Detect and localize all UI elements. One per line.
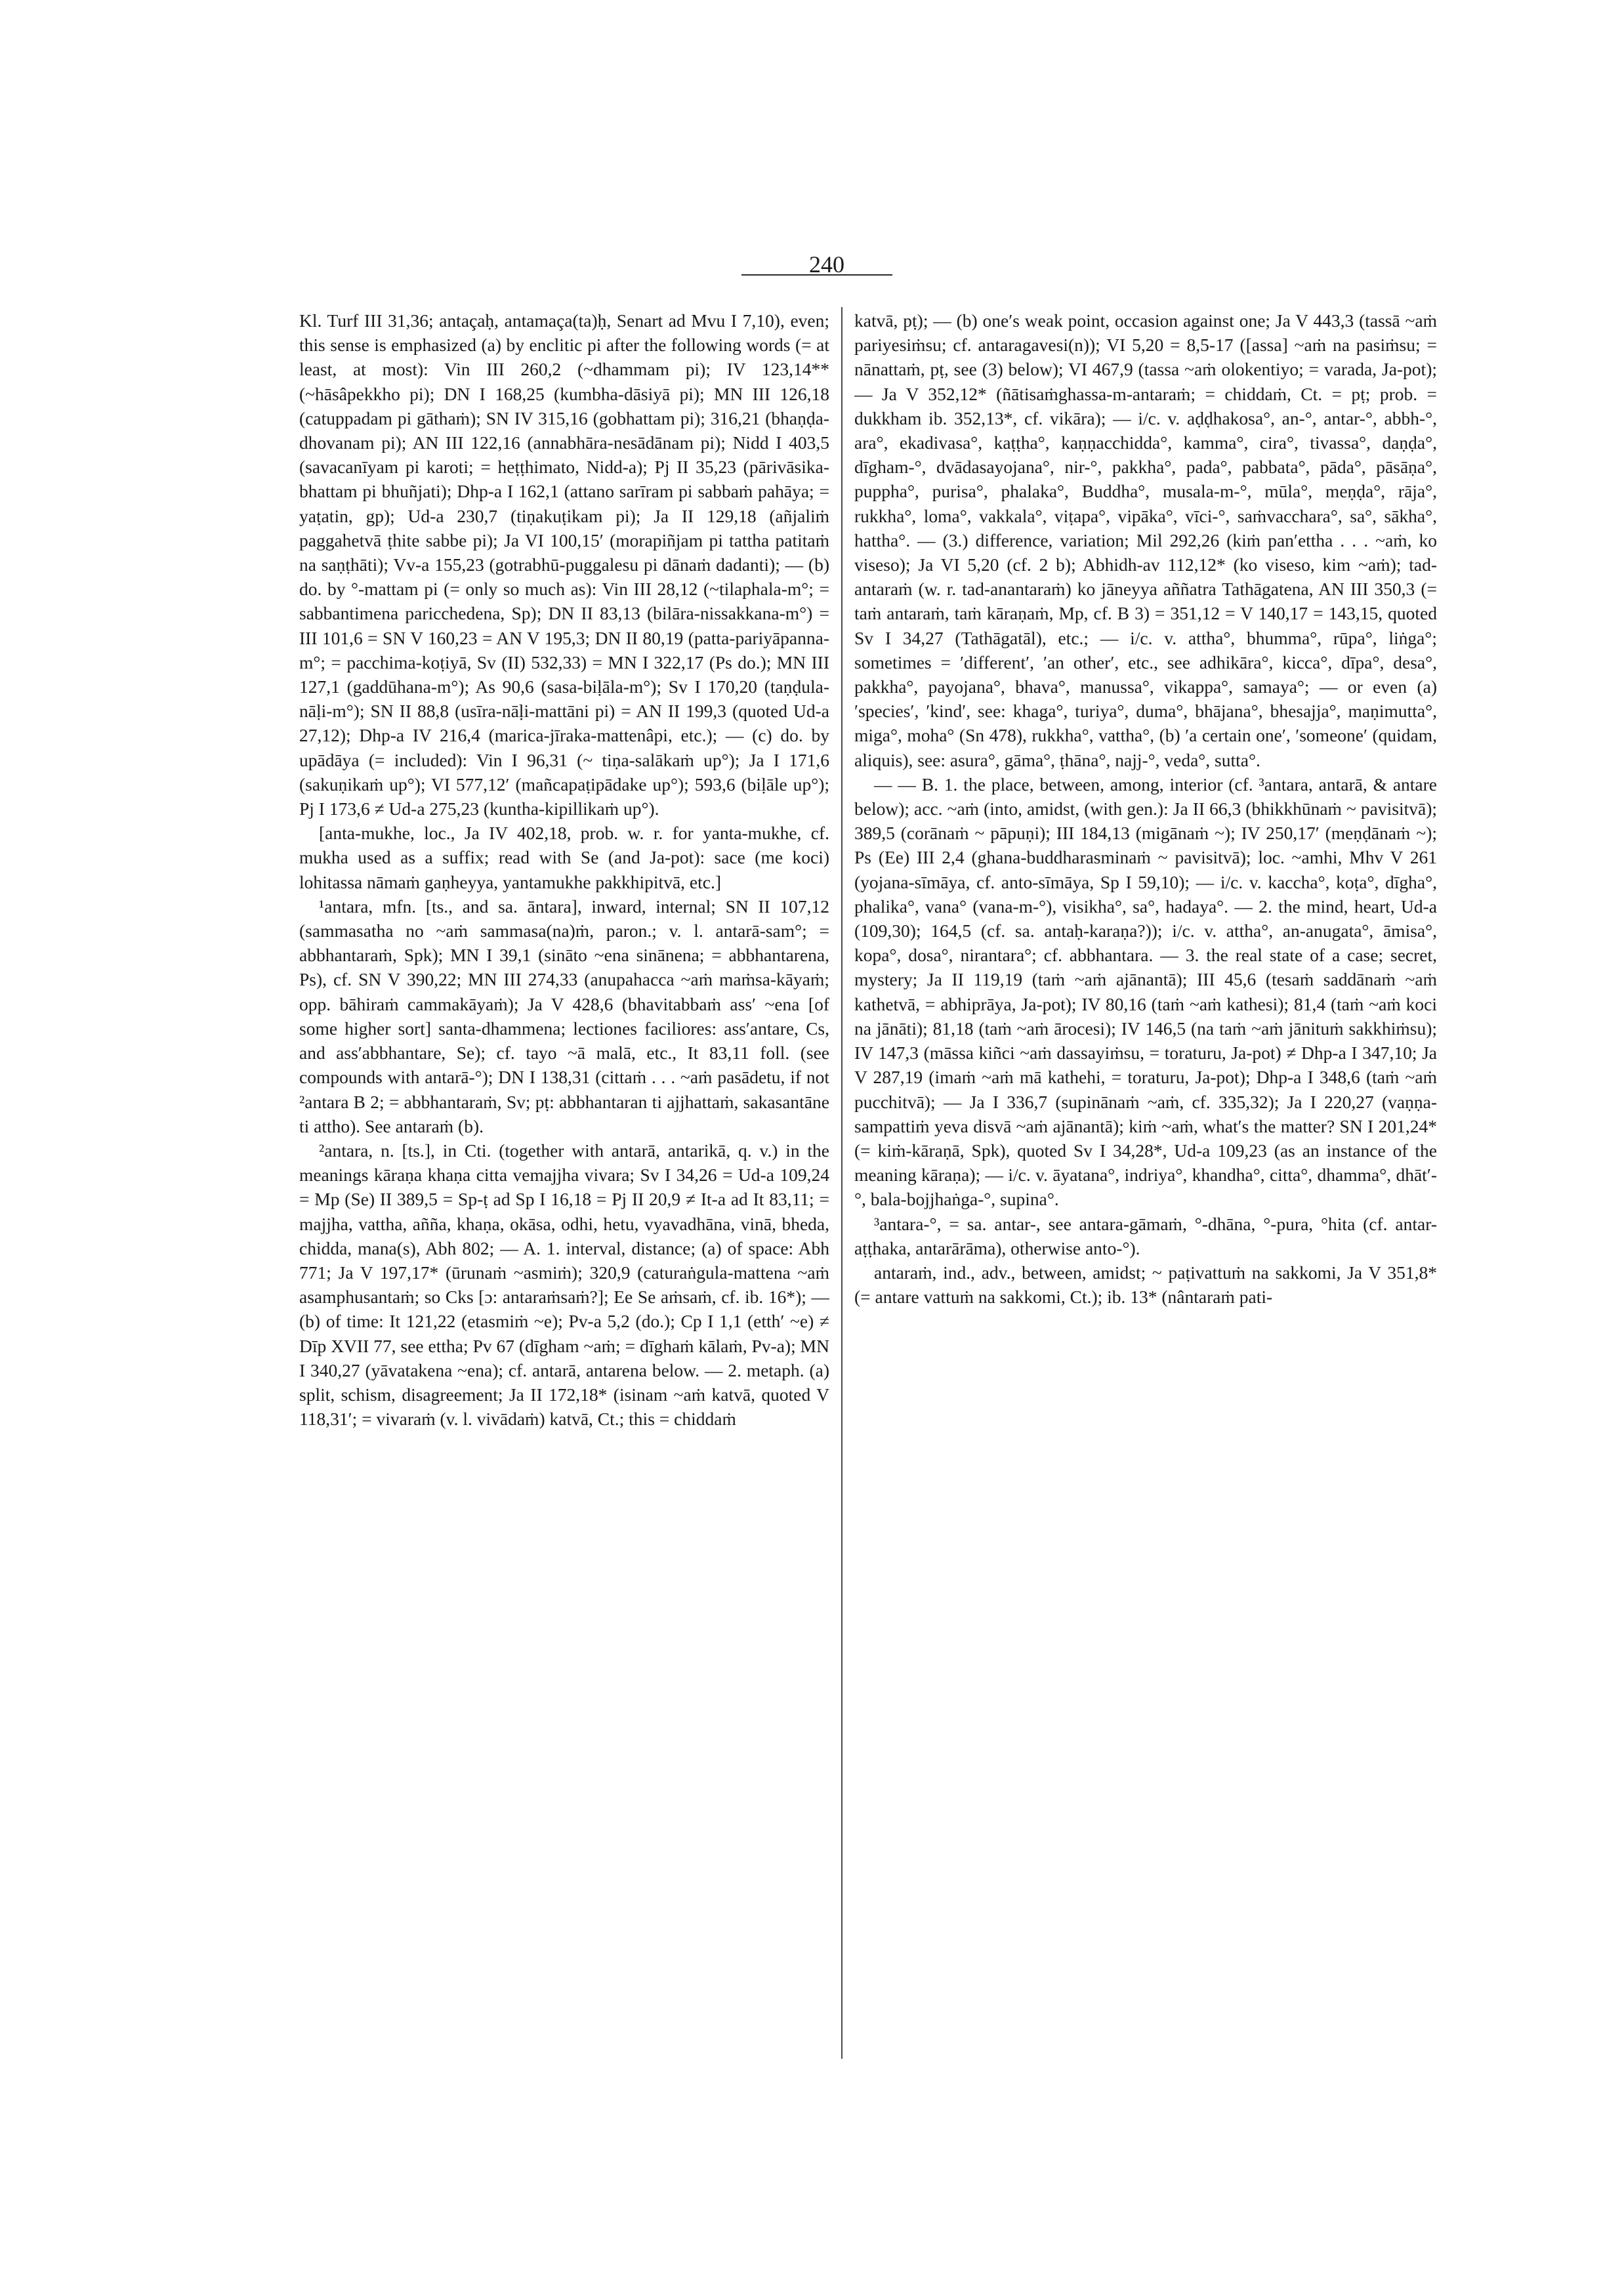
- entry-paragraph: Kl. Turf III 31,36; antaçaḥ, antamaça(ta)ḥ, Senart ad Mvu I 7,10), even; this sense is emphasized (a) by enclitic pi after the following words (= at least, at most): Vin III 260,2 (~dhammam pi); IV 123,14** (~hāsâpekkho pi); DN I 168,25 (kumbha-dāsiyā pi); MN III 126,18 (catuppadam pi gāthaṁ); SN IV 315,16 (gobhattam pi); 316,21 (bhaṇḍa-dhovanam pi); AN III 122,16 (annabhāra-nesādānam pi); Nidd I 403,5 (savacanīyam pi karoti; = heṭṭhimato, Nidd-a); Pj II 35,23 (pārivāsika-bhattam pi bhuñjati); Dhp-a I 162,1 (attano sarīram pi sabbaṁ pahāya; = yaṭatin, gp); Ud-a 230,7 (tiṇakuṭikam pi); Ja II 129,18 (añjaliṁ paggahetvā ṭhite sabbe pi); Ja VI 100,15′ (morapiñjam pi tattha patitaṁ na saṇṭhāti); Vv-a 155,23 (gotrabhū-puggalesu pi dānaṁ dadanti); — (b) do. by °-mattam pi (= only so much as): Vin III 28,12 (~tilaphala-m°; = sabbantimena paricchedena, Sp); DN II 83,13 (bilāra-nissakkana-m°) = III 101,6 = SN V 160,23 = AN V 195,3; DN II 80,19 (patta-pariyāpanna-m°; = pacchima-koṭiyā, Sv (II) 532,33) = MN I 322,17 (Ps do.); MN III 127,1 (gaddūhana-m°); As 90,6 (sasa-biḷāla-m°); Sv I 170,20 (taṇḍula-nāḷi-m°); SN II 88,8 (usīra-nāḷi-mattāni pi) = AN II 199,3 (quoted Ud-a 27,12); Dhp-a IV 216,4 (marica-jīraka-mattenâpi, etc.); — (c) do. by upādāya (= included): Vin I 96,31 (~ tiṇa-salākaṁ up°); Ja I 171,6 (sakuṇikaṁ up°); VI 577,12′ (mañcapaṭipādake up°); 593,6 (biḷāle up°); Pj I 173,6 ≠ Ud-a 275,23 (kuntha-kipillikaṁ up°).: [299, 310, 829, 819]
- entry-antaram: antaraṁ, ind., adv., between, amidst; ~ paṭivattuṁ na sakkomi, Ja V 351,8* (= antare vattuṁ na sakkomi, Ct.); ib. 13* (nântaraṁ pati-: [854, 1262, 1437, 1308]
- entry-antara-2: ²antara, n. [ts.], in Cti. (together with antarā, antarikā, q. v.) in the meanings kāraṇa khaṇa citta vemajjha vivara; Sv I 34,26 = Ud-a 109,24 = Mp (Se) II 389,5 = Sp-ṭ ad Sp I 16,18 = Pj II 20,9 ≠ It-a ad It 83,11; = majjha, vattha, añña, khaṇa, okāsa, odhi, hetu, vyavadhāna, vinā, bheda, chidda, mana(s), Abh 802; — A. 1. interval, distance; (a) of space: Abh 771; Ja V 197,17* (ūrunaṁ ~asmiṁ); 320,9 (caturaṅgula-mattena ~aṁ asamphusantaṁ; so Cks [ɔ: antaraṁsaṁ?]; Ee Se aṁsaṁ, cf. ib. 16*); — (b) of time: It 121,22 (etasmiṁ ~e); Pv-a 5,2 (do.); Cp I 1,1 (etth′ ~e) ≠ Dīp XVII 77, see ettha; Pv 67 (dīgham ~aṁ; = dīghaṁ kālaṁ, Pv-a); MN I 340,27 (yāvatakena ~ena); cf. antarā, antarena below. — 2. metaph. (a) split, schism, disagreement; Ja II 172,18* (isinam ~aṁ katvā, quoted V 118,31′; = vivaraṁ (v. l. vivādaṁ) katvā, Ct.; this = chiddaṁ: [299, 1140, 829, 1430]
- column-divider: [841, 307, 843, 2059]
- entry-antara-3: ³antara-°, = sa. antar-, see antara-gāmaṁ, °-dhāna, °-pura, °hita (cf. antar-aṭṭhaka, antarārāma), otherwise anto-°).: [854, 1213, 1437, 1258]
- header-rule: [741, 274, 892, 276]
- left-column: [299, 308, 829, 2073]
- right-column: [854, 308, 1437, 2027]
- entry-paragraph: katvā, pṭ); — (b) one′s weak point, occasion against one; Ja V 443,3 (tassā ~aṁ pariyesiṁsu; cf. antaragavesi(n)); VI 5,20 = 8,5-17 ([assa] ~aṁ na pasiṁsu; = nānattaṁ, pṭ, see (3) below); VI 467,9 (tassa ~aṁ olokentiyo; = varada, Ja-pot); — Ja V 352,12* (ñātisaṁghassa-m-antaraṁ; = chiddaṁ, Ct. = pṭ; prob. = dukkham ib. 352,13*, cf. vikāra); — i/c. v. aḍḍhakosa°, an-°, antar-°, abbh-°, ara°, ekadivasa°, kaṭṭha°, kaṇṇacchidda°, kamma°, cira°, tivassa°, daṇḍa°, dīgham-°, dvādasayojana°, nir-°, pakkha°, pada°, pabbata°, pāda°, pāsāṇa°, puppha°, purisa°, phalaka°, Buddha°, musala-m-°, mūla°, meṇḍa°, rāja°, rukkha°, loma°, vakkala°, viṭapa°, vipāka°, vīci-°, saṁvacchara°, sa°, sākha°, hattha°. — (3.) difference, variation; Mil 292,26 (kiṁ pan′ettha . . . ~aṁ, ko viseso); Ja VI 5,20 (cf. 2 b); Abhidh-av 112,12* (ko viseso, kim ~aṁ); tad-antaraṁ (w. r. tad-anantaraṁ) ko jāneyya aññatra Tathāgatena, AN III 350,3 (= taṁ antaraṁ, taṁ kāraṇaṁ, Mp, cf. B 3) = 351,12 = V 140,17 = 143,15, quoted Sv I 34,27 (Tathāgatāl), etc.; — i/c. v. attha°, bhumma°, rūpa°, liṅga°; sometimes = ′different′, ′an other′, etc., see adhikāra°, kicca°, dīpa°, desa°, pakkha°, payojana°, bhava°, manussa°, vikappa°, samaya°; — or even (a) ′species′, ′kind′, see: khaga°, turiya°, duma°, bhājana°, bhesajja°, maṇimutta°, miga°, moha° (Sn 478), rukkha°, vattha°, (b) ′a certain one′, ′someone′ (quidam, aliquis), see: asura°, gāma°, ṭhāna°, najj-°, veda°, sutta°.: [854, 310, 1437, 770]
- entry-antara-1: ¹antara, mfn. [ts., and sa. āntara], inward, internal; SN II 107,12 (sammasatha no ~aṁ sammasa(na)ṁ, paron.; v. l. antarā-sam°; = abbhantaraṁ, Spk); MN I 39,1 (sināto ~ena sinānena; = abbhantarena, Ps), cf. SN V 390,22; MN III 274,33 (anupahacca ~aṁ maṁsa-kāyaṁ; opp. bāhiraṁ cammakāyaṁ); Ja V 428,6 (bhavitabbaṁ ass′ ~ena [of some higher sort] santa-dhammena; lectiones faciliores: ass′antare, Cs, and ass′abbhantare, Se); cf. tayo ~ā malā, etc., It 83,11 foll. (see compounds with antarā-°); DN I 138,31 (cittaṁ . . . ~aṁ pasādetu, if not ²antara B 2; = abbhantaraṁ, Sv; pṭ: abbhantaran ti ajjhattaṁ, sakasantāne ti attho). See antaraṁ (b).: [299, 896, 829, 1136]
- page-number: 240: [809, 251, 844, 278]
- entry-antara-2-b: — — B. 1. the place, between, among, interior (cf. ³antara, antarā, & antare below); acc. ~aṁ (into, amidst, (with gen.): Ja II 66,3 (bhikkhūnaṁ ~ pavisitvā); 389,5 (corānaṁ ~ pāpuṇi); III 184,13 (migānaṁ ~); IV 250,17′ (meṇḍānaṁ ~); Ps (Ee) III 2,4 (ghana-buddharasminaṁ ~ pavisitvā); loc. ~amhi, Mhv V 261 (yojana-sīmāya, cf. anto-sīmāya, Sp I 59,10); — i/c. v. kaccha°, koṭa°, dīgha°, phalika°, vana° (vana-m-°), visikha°, sa°, hadaya°. — 2. the mind, heart, Ud-a (109,30); 164,5 (cf. sa. antaḥ-karaṇa?)); i/c. v. attha°, an-anugata°, āmisa°, kopa°, dosa°, nirantara°; cf. abbhantara. — 3. the real state of a case; secret, mystery; Ja II 119,19 (taṁ ~aṁ ajānantā); III 45,6 (tesaṁ saddānaṁ ~aṁ kathetvā, = abhiprāya, Ja-pot); IV 80,16 (taṁ ~aṁ kathesi); 81,4 (taṁ ~aṁ koci na jānāti); 81,18 (taṁ ~aṁ ārocesi); IV 146,5 (na taṁ ~aṁ jānituṁ sakkhiṁsu); IV 147,3 (māssa kiñci ~aṁ dassayiṁsu, = toraturu, Ja-pot) ≠ Dhp-a I 347,10; Ja V 287,19 (imaṁ ~aṁ mā kathehi, = toraturu, Ja-pot); Dhp-a I 348,6 (taṁ ~aṁ pucchitvā); — Ja I 336,7 (supinānaṁ ~aṁ, cf. 335,32); Ja I 220,27 (vaṇṇa-sampattiṁ yeva disvā ~aṁ ajānantā); kiṁ ~aṁ, what′s the matter? SN I 201,24* (= kiṁ-kāraṇā, Spk), quoted Sv I 34,28*, Ud-a 109,23 (as an instance of the meaning kāraṇa); — i/c. v. āyatana°, indriya°, khandha°, citta°, dhamma°, dhāt′-°, bala-bojjhaṅga-°, supina°.: [854, 774, 1437, 1210]
- entry-anta-mukhe: [anta-mukhe, loc., Ja IV 402,18, prob. w. r. for yanta-mukhe, cf. mukha used as a suffix; read with Se (and Ja-pot): sace (me koci) lohitassa nāmaṁ gaṇheyya, yantamukhe pakkhipitvā, etc.]: [299, 823, 829, 892]
